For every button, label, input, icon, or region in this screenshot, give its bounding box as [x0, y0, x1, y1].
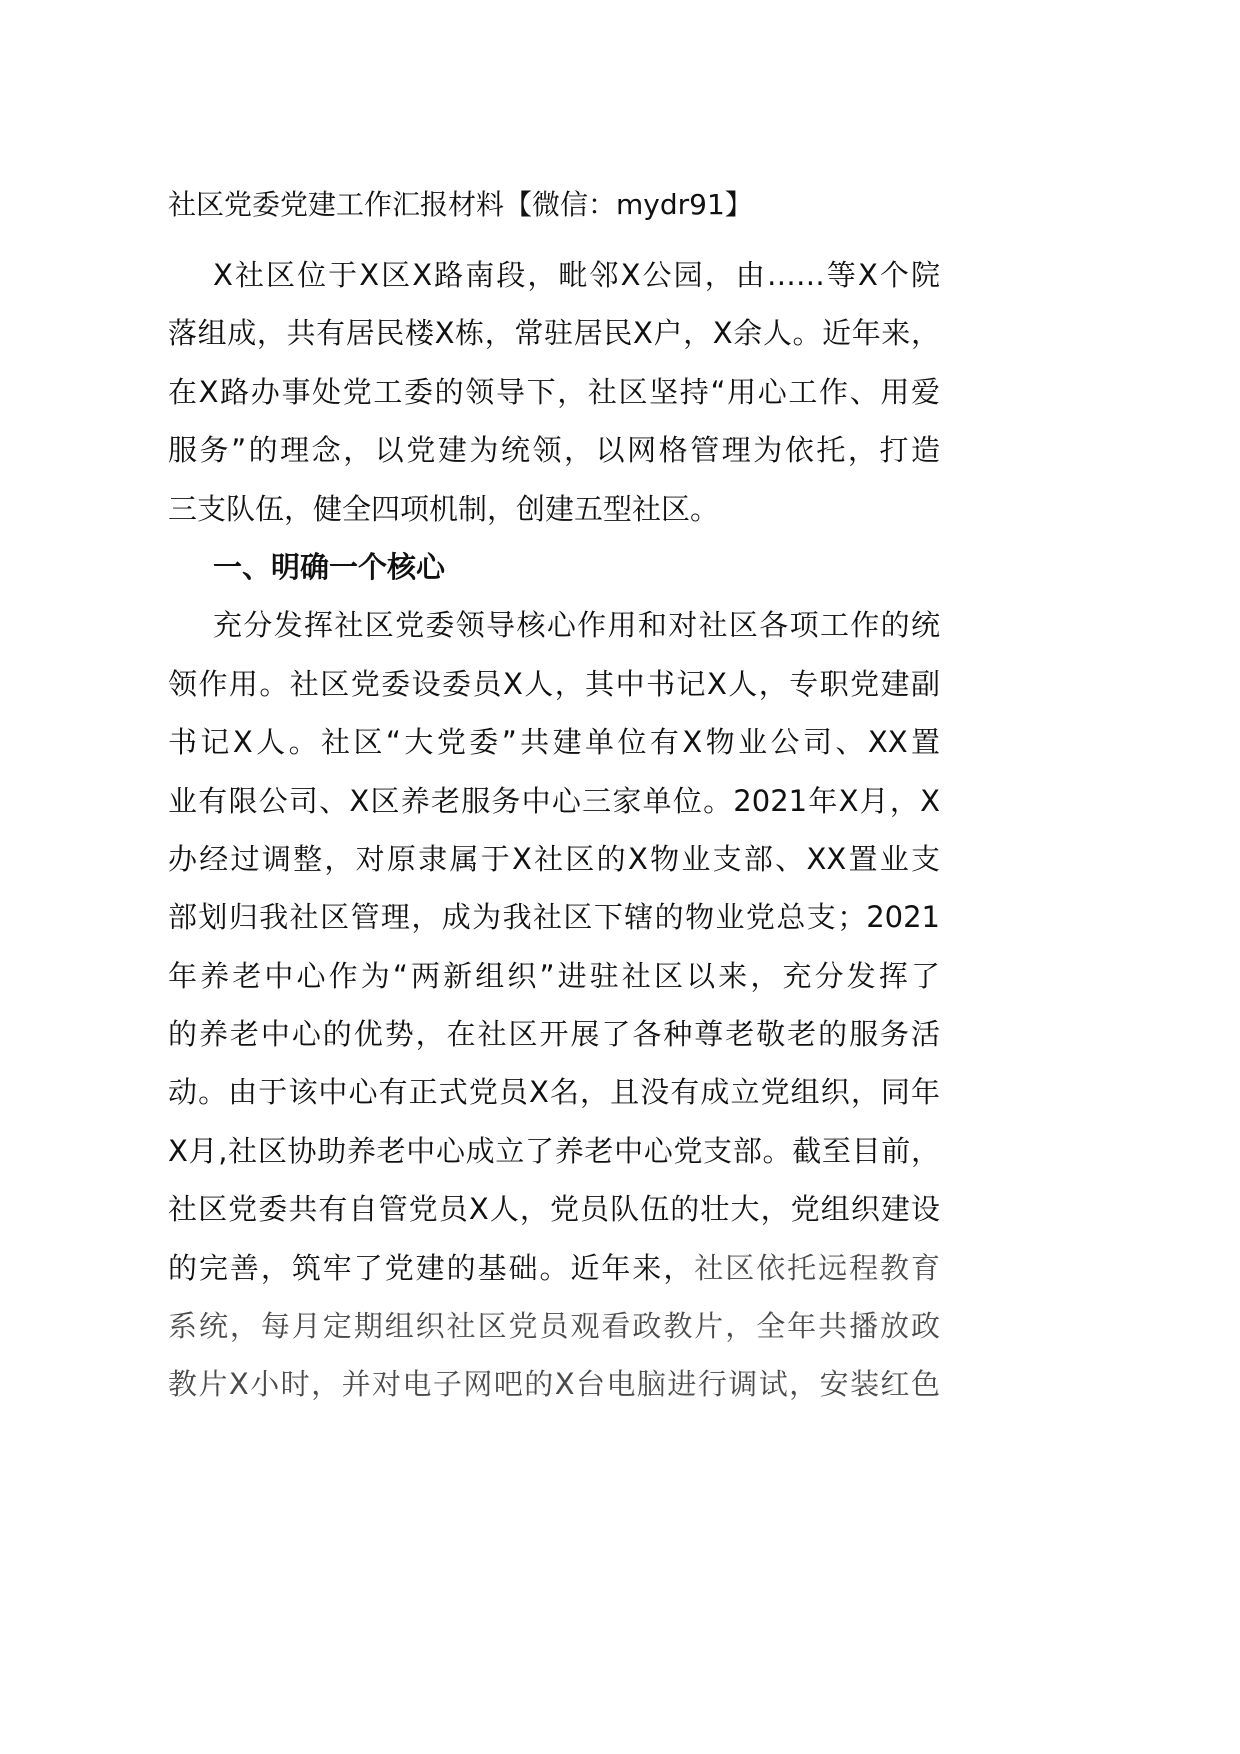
text-line: X月,社区协助养老中心成立了养老中心党支部。截至目前， [168, 1133, 940, 1168]
text-line: 落组成，共有居民楼X栋，常驻居民X户，X余人。近年来， [168, 316, 940, 351]
text-line-mixed [168, 1239, 940, 1297]
document-title: 社区党委党建工作汇报材料【微信：mydr91】 [168, 188, 753, 221]
paragraph-core [168, 596, 940, 1413]
text-line-gray: 教片X小时，并对电子网吧的X台电脑进行调试，安装红色 [168, 1367, 940, 1402]
text-segment: 的完善，筑牢了党建的基础。近年来， [168, 1250, 695, 1285]
text-line-gray: 系统，每月定期组织社区党员观看政教片，全年共播放政 [168, 1309, 940, 1344]
text-line: 办经过调整，对原隶属于X社区的X物业支部、XX置业支 [168, 841, 940, 876]
text-line: 的养老中心的优势，在社区开展了各种尊老敬老的服务活 [168, 1017, 940, 1052]
text-line: 在X路办事处党工委的领导下，社区坚持“用心工作、用爱 [168, 374, 940, 409]
document-body [168, 246, 940, 1414]
text-line: 服务”的理念，以党建为统领，以网格管理为依托，打造 [168, 433, 940, 468]
paragraph-intro [168, 246, 940, 538]
text-line: 业有限公司、X区养老服务中心三家单位。2021年X月，X [168, 783, 940, 818]
text-line: 年养老中心作为“两新组织”进驻社区以来，充分发挥了 [168, 958, 940, 993]
text-line: 部划归我社区管理，成为我社区下辖的物业党总支；2021 [168, 900, 940, 935]
text-line: 三支队伍，健全四项机制，创建五型社区。 [168, 491, 720, 526]
text-line: X社区位于X区X路南段，毗邻X公园，由……等X个院 [213, 258, 940, 292]
text-line: 书记X人。社区“大党委”共建单位有X物业公司、XX置 [168, 725, 940, 760]
section-heading: 一、明确一个核心 [213, 549, 446, 584]
text-segment-gray: 社区依托远程教育 [694, 1250, 940, 1285]
text-line: 领作用。社区党委设委员X人，其中书记X人，专职党建副 [168, 666, 940, 701]
text-line: 动。由于该中心有正式党员X名，且没有成立党组织，同年 [168, 1075, 940, 1110]
text-line: 充分发挥社区党委领导核心作用和对社区各项工作的统 [213, 608, 940, 643]
text-line: 社区党委共有自管党员X人，党员队伍的壮大，党组织建设 [168, 1192, 940, 1227]
